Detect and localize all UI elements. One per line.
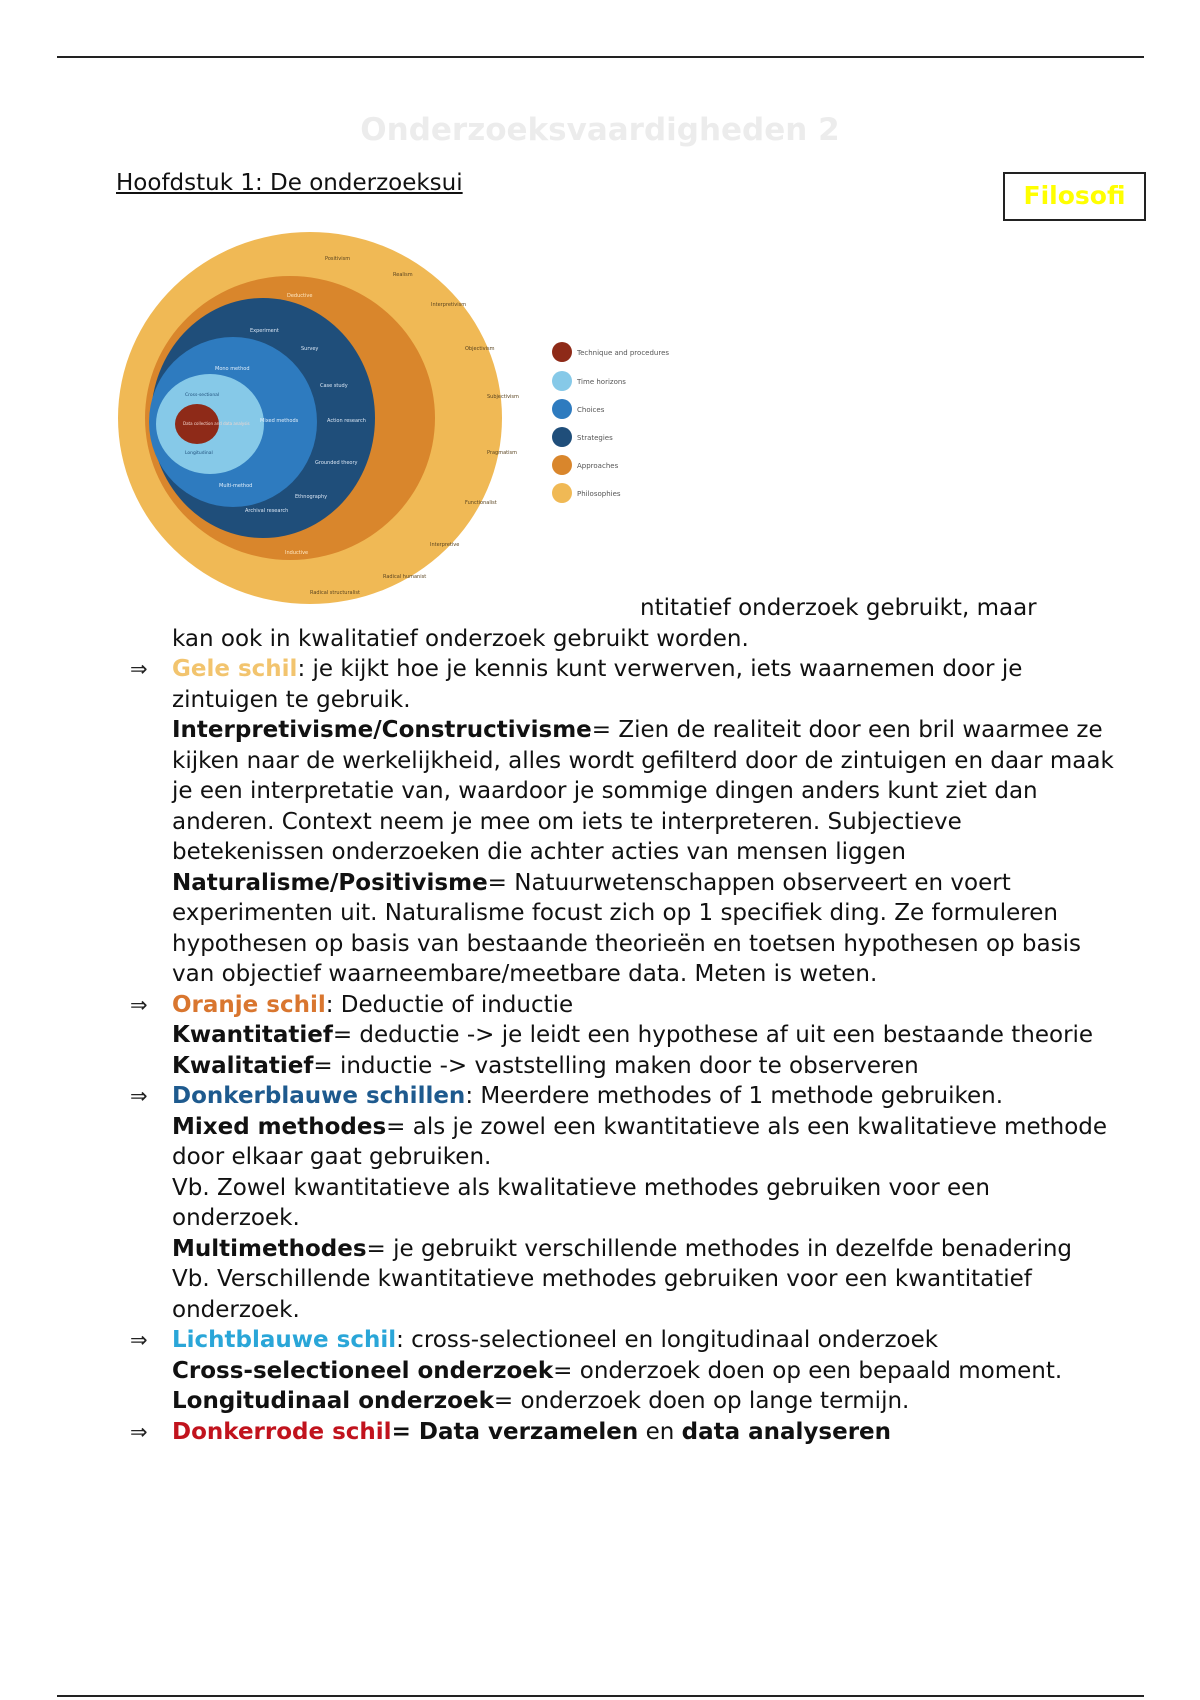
ring-label: Deductive bbox=[287, 293, 313, 299]
legend-dot bbox=[552, 399, 572, 419]
ring-label: Action research bbox=[327, 418, 366, 424]
arrow-icon: ⇒ bbox=[130, 1084, 148, 1108]
legend-dot bbox=[552, 342, 572, 362]
bullet-donkerrode-schil: ⇒ Donkerrode schil= Data verzamelen en data analyseren bbox=[116, 1417, 1116, 1448]
legend-label: Choices bbox=[577, 406, 605, 414]
arrow-icon: ⇒ bbox=[130, 1328, 148, 1352]
arrow-icon: ⇒ bbox=[130, 657, 148, 681]
ring-label: Inductive bbox=[285, 550, 309, 556]
ring-label: Grounded theory bbox=[315, 460, 358, 466]
document-body bbox=[116, 593, 1116, 1447]
ring-label: Subjectivism bbox=[487, 394, 519, 400]
legend-label: Strategies bbox=[577, 434, 613, 442]
ring-label: Survey bbox=[301, 346, 319, 352]
arrow-icon: ⇒ bbox=[130, 1419, 148, 1444]
document-title: Onderzoeksvaardigheden 2 bbox=[360, 112, 840, 148]
ring-label: Radical humanist bbox=[383, 574, 427, 580]
ring-label: Longitudinal bbox=[185, 451, 213, 456]
legend-dot bbox=[552, 371, 572, 391]
definition-mixed-methodes: Mixed methodes= als je zowel een kwantitatieve als een kwalitatieve methode door elkaar gaat gebruiken. bbox=[172, 1113, 1108, 1170]
bullet-oranje-schil: ⇒ Oranje schil: Deductie of inductie bbox=[116, 990, 1116, 1021]
bottom-rule bbox=[57, 1695, 1144, 1697]
ring-label: Positivism bbox=[325, 256, 351, 262]
ring-label: Ethnography bbox=[295, 494, 328, 500]
ring-label: Interpretive bbox=[430, 542, 460, 548]
definition-multimethodes: Multimethodes= je gebruikt verschillende methodes in dezelfde benadering bbox=[172, 1235, 1073, 1262]
paragraph-line: kan ook in kwalitatief onderzoek gebruikt worden. bbox=[172, 625, 749, 652]
legend-dot bbox=[552, 483, 572, 503]
bullet-donkerblauwe-schillen: ⇒ Donkerblauwe schillen: Meerdere methodes of 1 methode gebruiken. bbox=[116, 1081, 1116, 1112]
tag-box: Filosofi bbox=[1003, 172, 1146, 221]
ring-label: Realism bbox=[393, 272, 413, 278]
definition-kwantitatief: Kwantitatief= deductie -> je leidt een hypothese af uit een bestaande theorie bbox=[172, 1022, 1094, 1048]
ring-label: Objectivism bbox=[465, 346, 495, 352]
definition-naturalisme: Naturalisme/Positivisme= Natuurwetenschappen observeert en voert experimenten uit. Naturalisme focust zich op 1 specifiek ding. Ze formuleren hypothesen op basis van bestaande theorieën en toetsen hypothesen op basis van objectief waarneembare/meetbare data. Meten is weten. bbox=[172, 869, 1081, 987]
top-rule bbox=[57, 56, 1144, 58]
ring-label: Mixed methods bbox=[260, 418, 299, 424]
legend-dot bbox=[552, 455, 572, 475]
definition-cross-selectioneel: Cross-selectioneel onderzoek= onderzoek doen op een bepaald moment. bbox=[172, 1357, 1063, 1384]
definition-kwalitatief: Kwalitatief= inductie -> vaststelling maken door te observeren bbox=[172, 1052, 919, 1079]
ring-label: Experiment bbox=[250, 328, 279, 334]
arrow-icon: ⇒ bbox=[130, 992, 148, 1017]
bullet-gele-schil: ⇒ Gele schil: je kijkt hoe je kennis kunt verwerven, iets waarnemen door je zintuigen te gebruik. bbox=[130, 656, 1023, 713]
ring-label: Radical structuralist bbox=[310, 590, 360, 596]
example-multi: Vb. Verschillende kwantitatieve methodes gebruiken voor een kwantitatief onderzoek. bbox=[172, 1266, 1032, 1323]
legend-label: Technique and procedures bbox=[577, 349, 670, 357]
ring-label: Multi-method bbox=[219, 483, 253, 489]
ring-label: Case study bbox=[320, 383, 348, 389]
ring-label: Cross-sectional bbox=[185, 393, 220, 398]
legend-label: Time horizons bbox=[577, 378, 626, 386]
core-label: Data collection and data analysis bbox=[183, 421, 250, 426]
bullet-lichtblauwe-schil: ⇒ Lichtblauwe schil: cross-selectioneel en longitudinaal onderzoek bbox=[116, 1325, 1116, 1356]
chapter-heading: Hoofdstuk 1: De onderzoeksui bbox=[116, 170, 463, 196]
ring-label: Mono method bbox=[215, 366, 250, 372]
legend bbox=[552, 342, 669, 503]
ring-label: Archival research bbox=[245, 508, 289, 514]
definition-longitudinaal: Longitudinaal onderzoek= onderzoek doen op lange termijn. bbox=[172, 1388, 910, 1414]
ring-label: Interpretivism bbox=[431, 302, 467, 308]
legend-dot bbox=[552, 427, 572, 447]
definition-interpretivisme: Interpretivisme/Constructivisme= Zien de realiteit door een bril waarmee ze kijken naar de werkelijkheid, alles wordt gefilterd door de zintuigen en daar maak je een interpretatie van, waardoor je sommige dingen anders kunt ziet dan anderen. Context neem je mee om iets te interpreteren. Subjectieve betekenissen onderzoeken die achter acties van mensen liggen bbox=[172, 717, 1114, 865]
ring-label: Functionalist bbox=[465, 500, 497, 506]
example-mixed: Vb. Zowel kwantitatieve als kwalitatieve methodes gebruiken voor een onderzoek. bbox=[172, 1174, 990, 1231]
paragraph-line: ntitatief onderzoek gebruikt, maar bbox=[640, 595, 1037, 621]
ring-label: Pragmatism bbox=[487, 450, 517, 456]
legend-label: Philosophies bbox=[577, 490, 621, 498]
research-onion-diagram bbox=[115, 222, 670, 617]
legend-label: Approaches bbox=[577, 462, 619, 470]
